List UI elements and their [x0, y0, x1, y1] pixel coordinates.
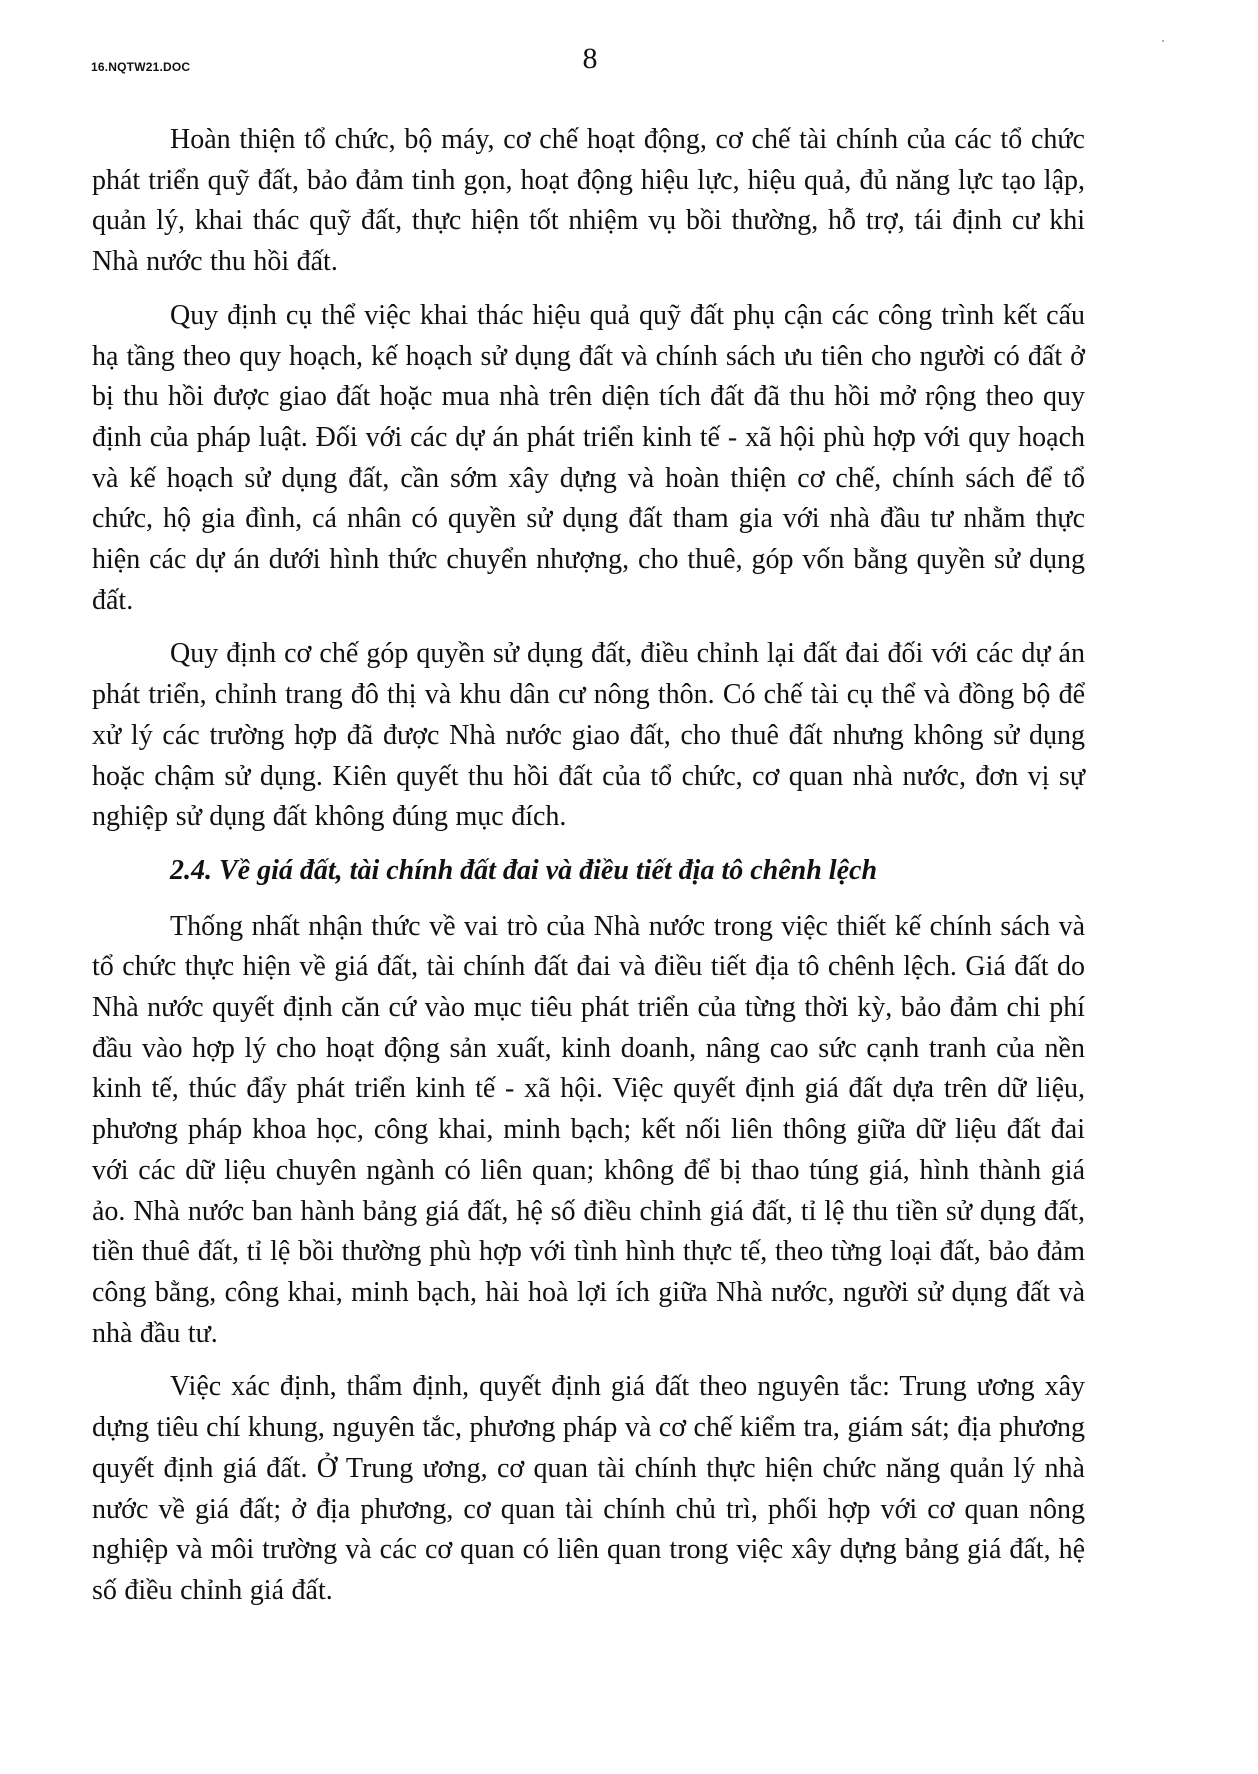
document-body	[92, 120, 1085, 1625]
scan-speck	[1162, 40, 1164, 42]
paragraph: Việc xác định, thẩm định, quyết định giá đất theo nguyên tắc: Trung ương xây dựng tiêu chí khung, nguyên tắc, phương pháp và cơ chế kiểm tra, giám sát; địa phương quyết định giá đất. Ở Trung ương, cơ quan tài chính thực hiện chức năng quản lý nhà nước về giá đất; ở địa phương, cơ quan tài chính chủ trì, phối hợp với cơ quan nông nghiệp và môi trường và các cơ quan có liên quan trong việc xây dựng bảng giá đất, hệ số điều chỉnh giá đất.	[92, 1371, 1085, 1606]
file-name: 16.NQTW21.DOC	[91, 60, 191, 74]
page-number: 8	[582, 42, 598, 75]
paragraph: Quy định cụ thể việc khai thác hiệu quả quỹ đất phụ cận các công trình kết cấu hạ tầng theo quy hoạch, kế hoạch sử dụng đất và chính sách ưu tiên cho người có đất ở bị thu hồi được giao đất hoặc mua nhà trên diện tích đất đã thu hồi mở rộng theo quy định của pháp luật. Đối với các dự án phát triển kinh tế - xã hội phù hợp với quy hoạch và kế hoạch sử dụng đất, cần sớm xây dựng và hoàn thiện cơ chế, chính sách để tổ chức, hộ gia đình, cá nhân có quyền sử dụng đất tham gia với nhà đầu tư nhằm thực hiện các dự án dưới hình thức chuyển nhượng, cho thuê, góp vốn bằng quyền sử dụng đất.	[92, 299, 1085, 616]
paragraph: Thống nhất nhận thức về vai trò của Nhà nước trong việc thiết kế chính sách và tổ chức thực hiện về giá đất, tài chính đất đai và điều tiết địa tô chênh lệch. Giá đất do Nhà nước quyết định căn cứ vào mục tiêu phát triển của từng thời kỳ, bảo đảm chi phí đầu vào hợp lý cho hoạt động sản xuất, kinh doanh, nâng cao sức cạnh tranh của nền kinh tế, thúc đẩy phát triển kinh tế - xã hội. Việc quyết định giá đất dựa trên dữ liệu, phương pháp khoa học, công khai, minh bạch; kết nối liên thông giữa dữ liệu đất đai với các dữ liệu chuyên ngành có liên quan; không để bị thao túng giá, hình thành giá ảo. Nhà nước ban hành bảng giá đất, hệ số điều chỉnh giá đất, tỉ lệ thu tiền sử dụng đất, tiền thuê đất, tỉ lệ bồi thường phù hợp với tình hình thực tế, theo từng loại đất, bảo đảm công bằng, công khai, minh bạch, hài hoà lợi ích giữa Nhà nước, người sử dụng đất và nhà đầu tư.	[92, 910, 1085, 1349]
paragraph: Quy định cơ chế góp quyền sử dụng đất, điều chỉnh lại đất đai đối với các dự án phát triển, chỉnh trang đô thị và khu dân cư nông thôn. Có chế tài cụ thể và đồng bộ để xử lý các trường hợp đã được Nhà nước giao đất, cho thuê đất nhưng không sử dụng hoặc chậm sử dụng. Kiên quyết thu hồi đất của tổ chức, cơ quan nhà nước, đơn vị sự nghiệp sử dụng đất không đúng mục đích.	[92, 638, 1085, 833]
paragraph: Hoàn thiện tổ chức, bộ máy, cơ chế hoạt động, cơ chế tài chính của các tổ chức phát triển quỹ đất, bảo đảm tinh gọn, hoạt động hiệu lực, hiệu quả, đủ năng lực tạo lập, quản lý, khai thác quỹ đất, thực hiện tốt nhiệm vụ bồi thường, hỗ trợ, tái định cư khi Nhà nước thu hồi đất.	[92, 124, 1085, 278]
section-heading: 2.4. Về giá đất, tài chính đất đai và điều tiết địa tô chênh lệch	[170, 854, 878, 886]
